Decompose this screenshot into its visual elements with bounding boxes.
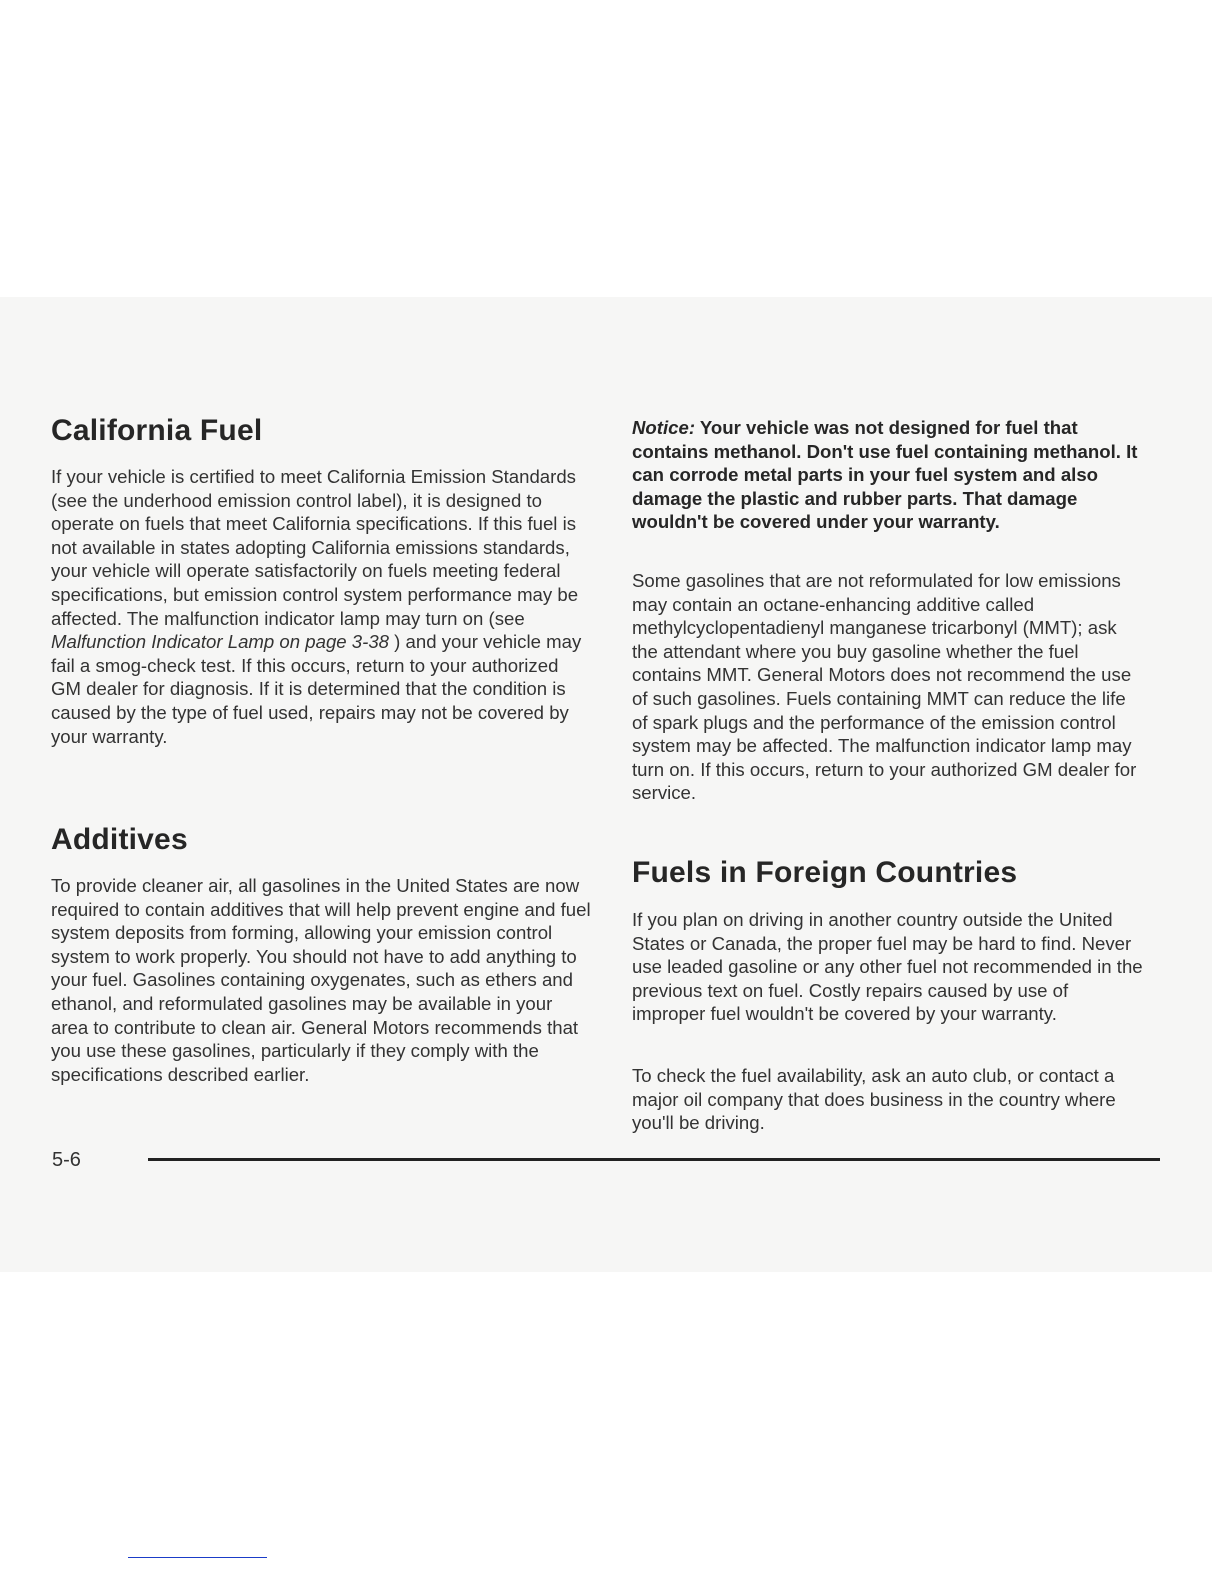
california-fuel-paragraph: [51, 465, 591, 748]
additives-paragraph: To provide cleaner air, all gasolines in the United States are now required to contain additives that will help prevent engine and fuel system deposits from forming, allowing your emission control system to work properly. You should not have to add anything to your fuel. Gasolines containing oxygenates, such as ethers and ethanol, and reformulated gasolines may be available in your area to contribute to clean air. General Motors recommends that you use these gasolines, particularly if they comply with the specifications described earlier.: [51, 875, 591, 1085]
heading-fuels-foreign-countries: Fuels in Foreign Countries: [632, 856, 1018, 889]
malfunction-lamp-reference-link[interactable]: Malfunction Indicator Lamp on page 3-38: [51, 631, 390, 653]
foreign-fuel-paragraph-2: To check the fuel availability, ask an auto club, or contact a major oil company that does business in the country where you'll be driving.: [632, 1065, 1116, 1134]
mmt-paragraph: Some gasolines that are not reformulated for low emissions may contain an octane-enhancing additive called methylcyclopentadienyl manganese tricarbonyl (MMT); ask the attendant where you buy gasoline whether the fuel contains MMT. General Motors does not recommend the use of such gasolines. Fuels containing MMT can reduce the life of spark plugs and the performance of the emission control system may be affected. The malfunction indicator lamp may turn on. If this occurs, return to your authorized GM dealer for service.: [632, 570, 1137, 804]
california-fuel-text-2: ) and your vehicle may fail a smog-check test. If this occurs, return to your authorized GM dealer for diagnosis. If it is determined that the condition is caused by the type of fuel used, repairs may not be covered by your warranty.: [51, 631, 582, 747]
california-fuel-text-1: If your vehicle is certified to meet California Emission Standards (see the underhood emission control label), it is designed to operate on fuels that meet California specifications. If this fuel is not available in states adopting California emissions standards, your vehicle will operate satisfactorily on fuels meeting federal specifications, but emission control system performance may be affected. The malfunction indicator lamp may turn on (see: [51, 466, 579, 629]
footer-divider: [148, 1158, 1160, 1161]
heading-additives: Additives: [51, 823, 188, 856]
notice-text: Your vehicle was not designed for fuel that contains methanol. Don't use fuel containing methanol. It can corrode metal parts in your fuel system and also damage the plastic and rubber parts. That damage wouldn't be covered under your warranty.: [632, 417, 1138, 533]
foreign-fuel-paragraph-1: If you plan on driving in another country outside the United States or Canada, the proper fuel may be hard to find. Never use leaded gasoline or any other fuel not recommended in the previous text on fuel. Costly repairs caused by use of improper fuel wouldn't be covered by your warranty.: [632, 909, 1143, 1025]
heading-california-fuel: California Fuel: [51, 414, 263, 447]
bottom-link-underline: [128, 1557, 267, 1558]
page-number: 5-6: [52, 1149, 81, 1171]
notice-paragraph: [632, 416, 1158, 534]
notice-label: Notice:: [632, 417, 696, 438]
